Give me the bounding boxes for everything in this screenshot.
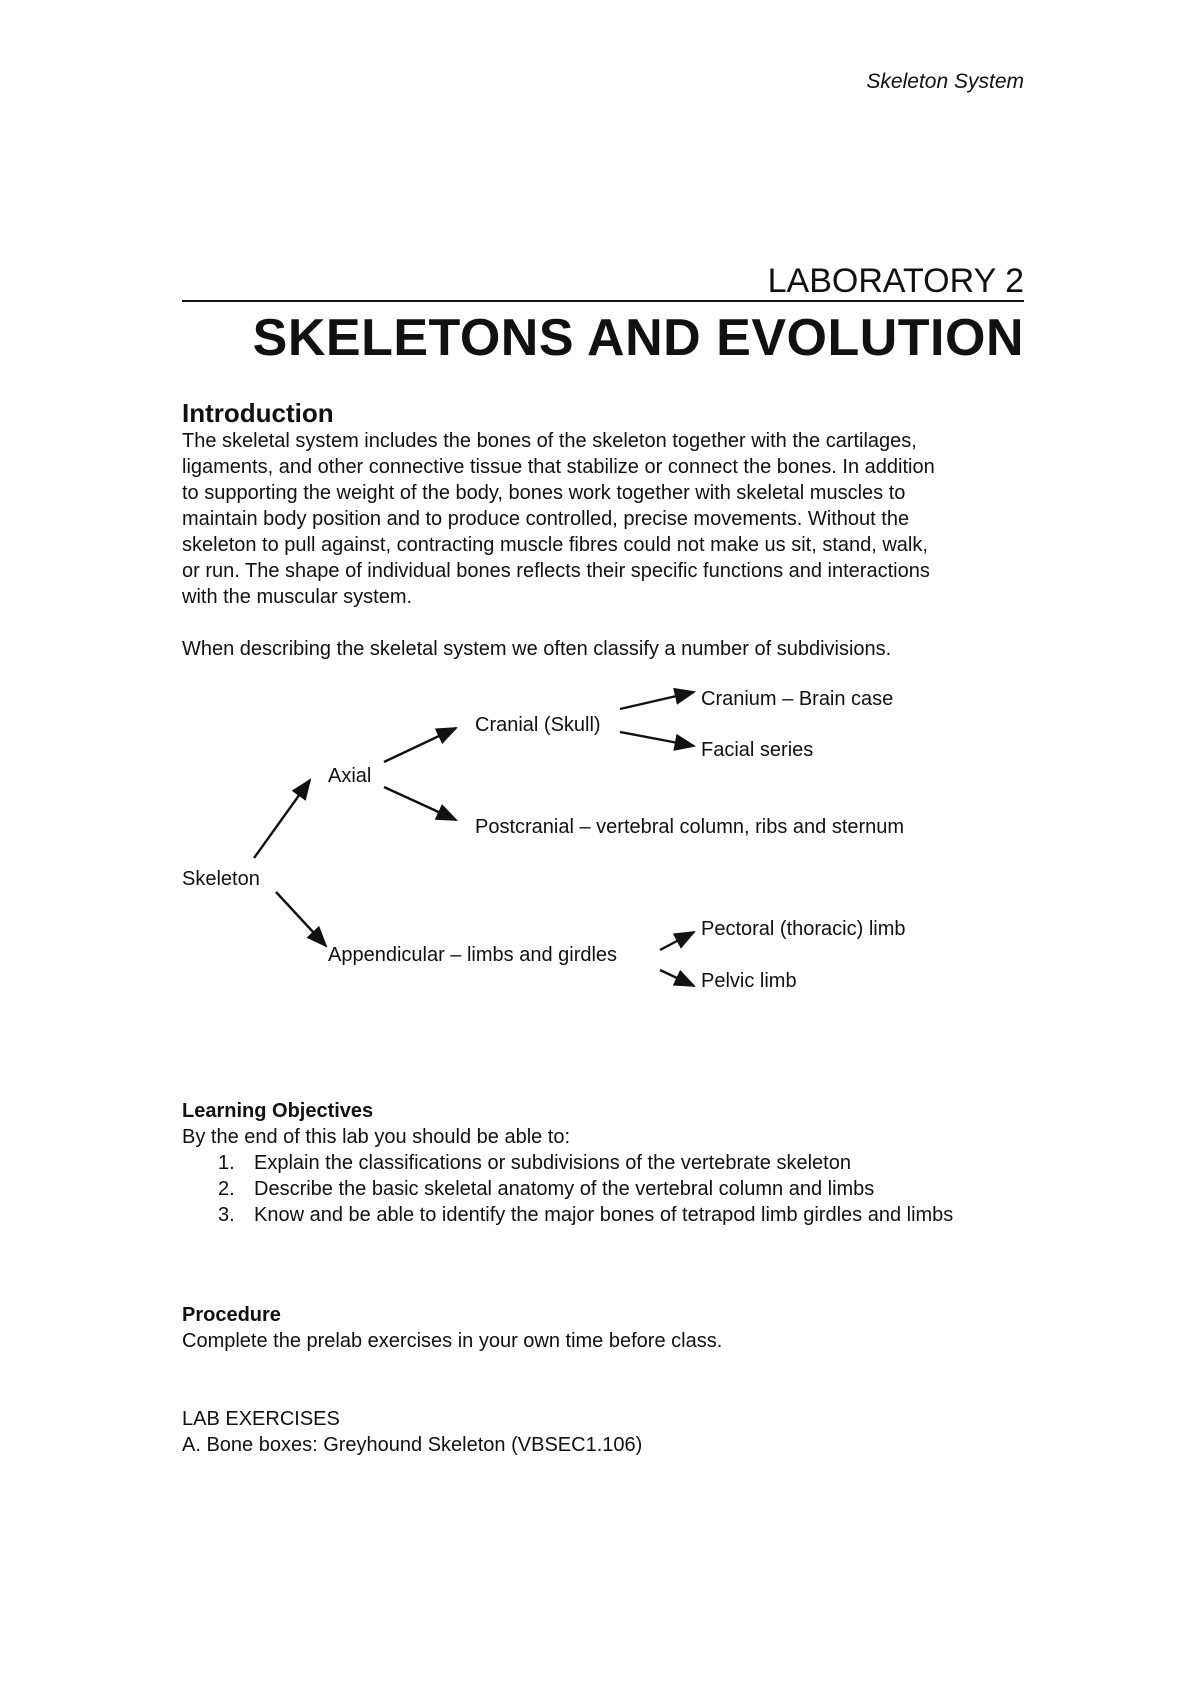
arrow-axial-to-cranial <box>384 728 456 762</box>
node-pelvic: Pelvic limb <box>701 970 797 992</box>
node-axial: Axial <box>328 765 372 787</box>
node-appendicular: Appendicular – limbs and girdles <box>328 944 618 966</box>
node-skeleton: Skeleton <box>182 868 260 890</box>
arrow-appendicular-to-pelvic <box>660 970 694 986</box>
list-text: Know and be able to identify the major bones of tetrapod limb girdles and limbs <box>254 1204 954 1226</box>
procedure-heading: Procedure <box>182 1304 281 1326</box>
main-title: SKELETONS AND EVOLUTION <box>252 309 1024 367</box>
node-pectoral: Pectoral (thoracic) limb <box>701 918 906 940</box>
node-cranium: Cranium – Brain case <box>701 688 894 710</box>
node-facial: Facial series <box>701 739 814 761</box>
intro-line: skeleton to pull against, contracting muscle fibres could not make us sit, stand, walk, <box>182 534 928 556</box>
intro-line: maintain body position and to produce controlled, precise movements. Without the <box>182 508 910 530</box>
list-number: 2. <box>218 1178 235 1200</box>
learning-objectives <box>182 1098 1028 1228</box>
lab-exercises-section <box>182 1406 642 1458</box>
objectives-intro: By the end of this lab you should be able to: <box>182 1126 571 1148</box>
procedure-section <box>182 1302 722 1354</box>
procedure-text: Complete the prelab exercises in your own time before class. <box>182 1330 723 1352</box>
running-header: Skeleton System <box>866 70 1024 93</box>
objectives-list <box>182 1150 1028 1228</box>
title-rule <box>182 300 1024 302</box>
list-number: 1. <box>218 1152 235 1174</box>
list-number: 3. <box>218 1204 235 1226</box>
arrow-axial-to-postcranial <box>384 787 456 820</box>
intro-line: with the muscular system. <box>182 586 413 608</box>
subdivisions-lead: When describing the skeletal system we often classify a number of subdivisions. <box>182 638 892 660</box>
list-text: Describe the basic skeletal anatomy of the vertebral column and limbs <box>254 1178 875 1200</box>
list-item <box>182 1202 1028 1228</box>
list-item <box>182 1176 1028 1202</box>
arrow-skeleton-to-appendicular <box>276 892 326 946</box>
lab-exercise-item: A. Bone boxes: Greyhound Skeleton (VBSEC1.106) <box>182 1434 643 1456</box>
node-cranial: Cranial (Skull) <box>475 714 601 736</box>
node-postcranial: Postcranial – vertebral column, ribs and sternum <box>475 816 905 838</box>
introduction-paragraph <box>182 428 1032 610</box>
list-item <box>182 1150 1028 1176</box>
intro-line: or run. The shape of individual bones reflects their specific functions and interactions <box>182 560 930 582</box>
arrow-cranial-to-facial <box>620 732 694 746</box>
list-text: Explain the classifications or subdivisions of the vertebrate skeleton <box>254 1152 851 1174</box>
intro-line: ligaments, and other connective tissue that stabilize or connect the bones. In addition <box>182 456 935 478</box>
lab-exercises-heading: LAB EXERCISES <box>182 1408 340 1430</box>
arrow-appendicular-to-pectoral <box>660 932 694 950</box>
arrow-skeleton-to-axial <box>254 780 310 858</box>
objectives-heading: Learning Objectives <box>182 1100 374 1122</box>
introduction-heading: Introduction <box>182 398 334 428</box>
arrow-cranial-to-cranium <box>620 692 694 709</box>
lab-number-title: LABORATORY 2 <box>767 262 1024 300</box>
intro-line: The skeletal system includes the bones of the skeleton together with the cartilages, <box>182 430 917 452</box>
intro-line: to supporting the weight of the body, bones work together with skeletal muscles to <box>182 482 906 504</box>
